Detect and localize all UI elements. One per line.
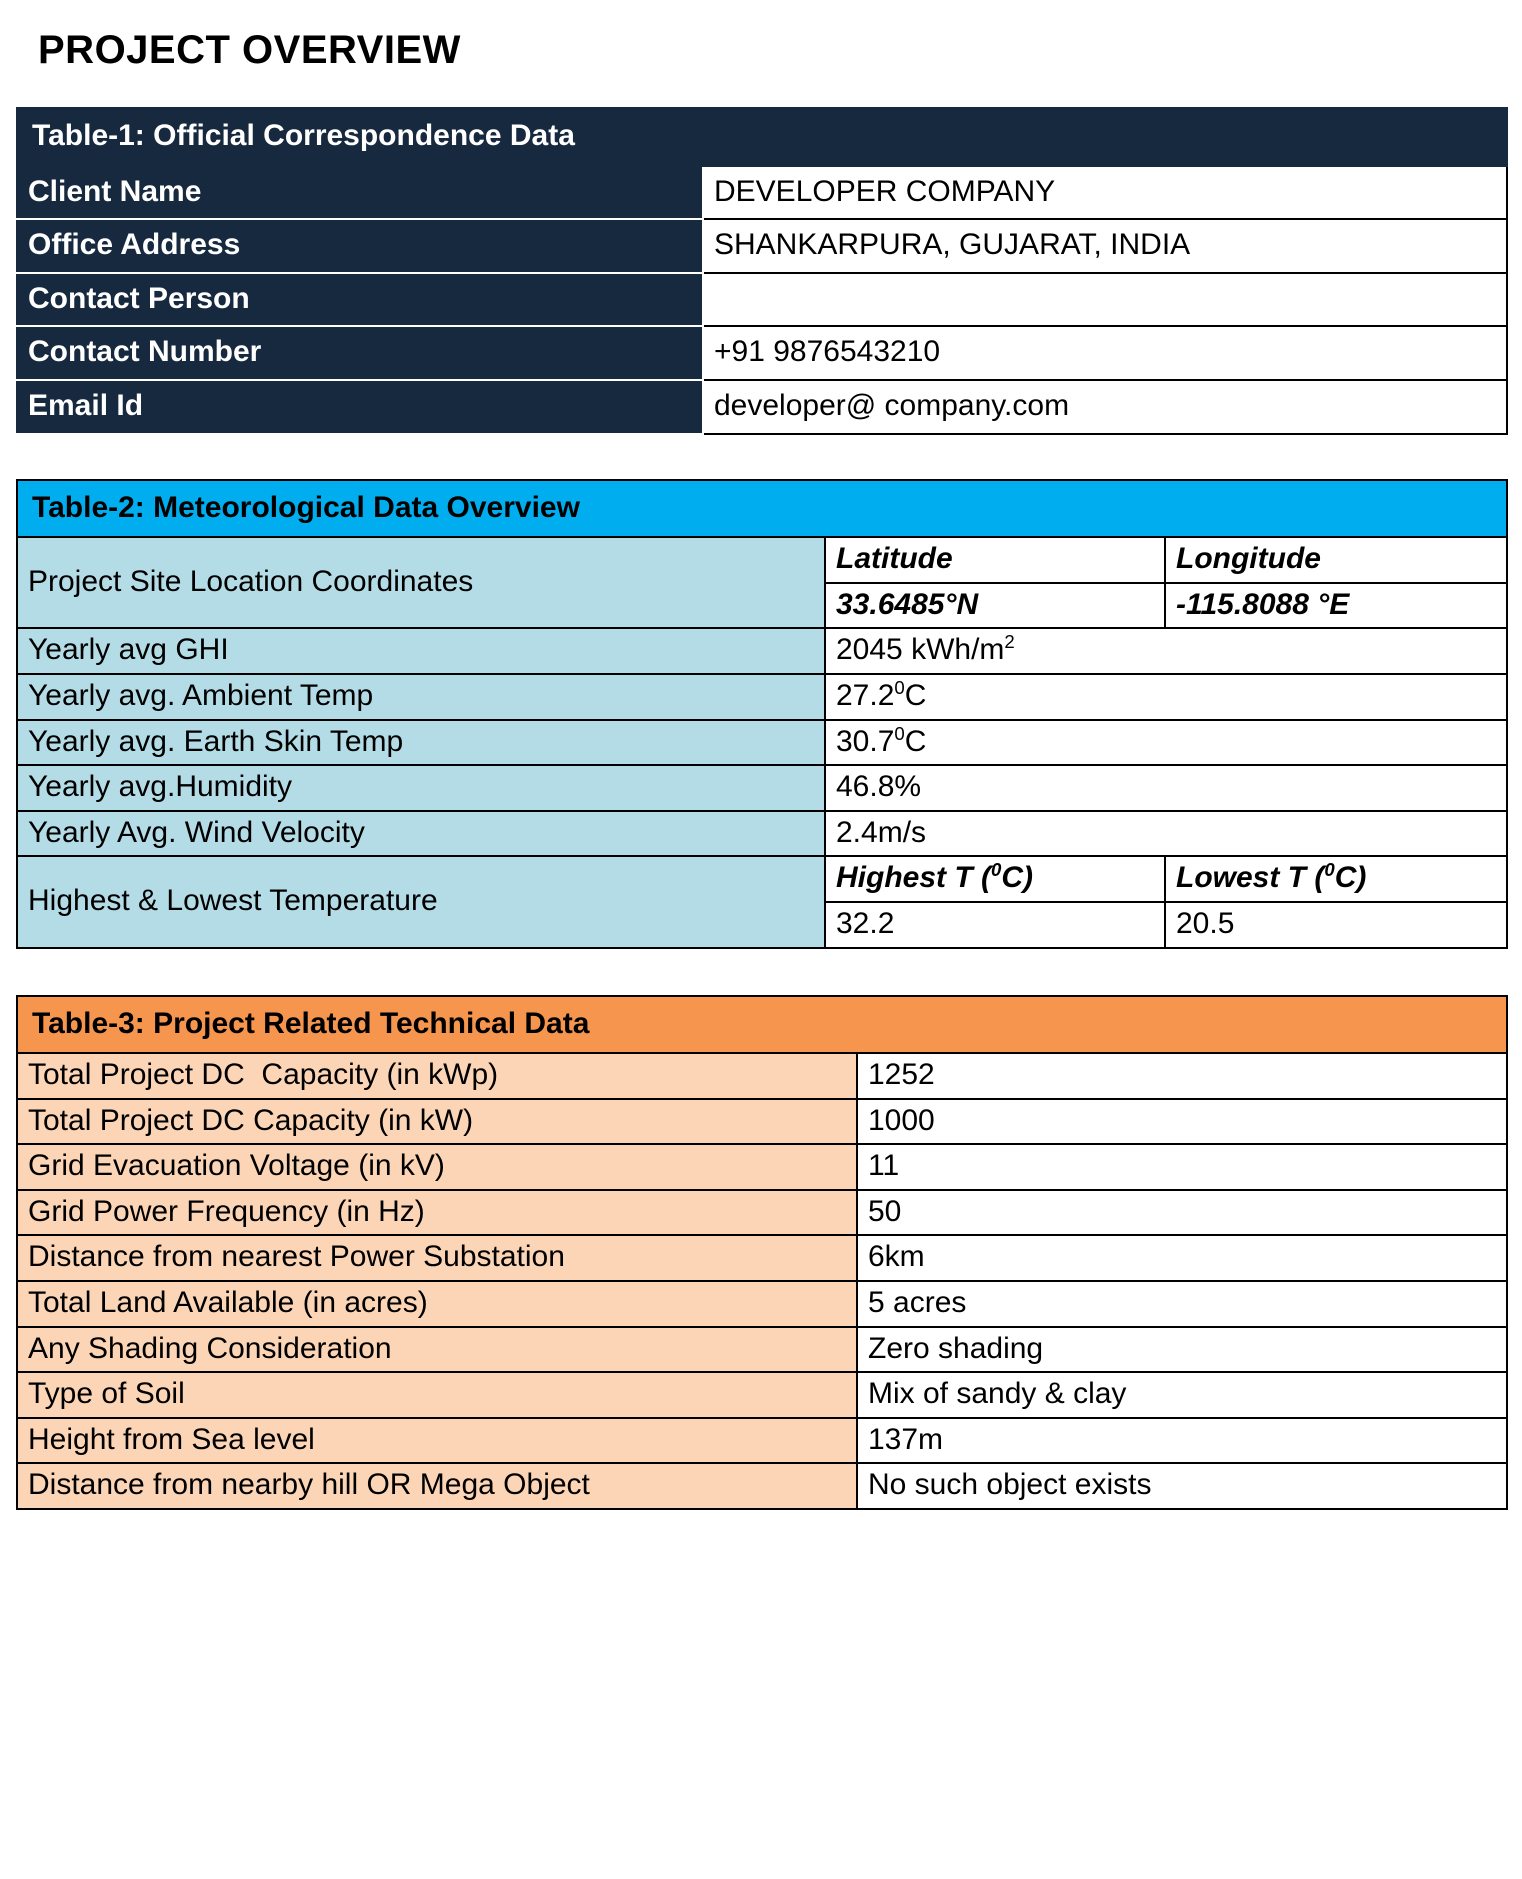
row-label-dc-capacity-kw: Total Project DC Capacity (in kW) bbox=[17, 1099, 857, 1145]
column-header-highest-temperature bbox=[825, 856, 1165, 902]
page-title: PROJECT OVERVIEW bbox=[38, 28, 461, 72]
row-value-grid-evacuation-voltage: 11 bbox=[857, 1144, 1507, 1190]
row-label-ambient-temp: Yearly avg. Ambient Temp bbox=[17, 674, 825, 720]
row-label-total-land-available: Total Land Available (in acres) bbox=[17, 1281, 857, 1327]
row-value-contact-person bbox=[703, 273, 1507, 327]
table-1-title-row bbox=[17, 108, 1507, 166]
table-row bbox=[17, 1418, 1507, 1464]
table-row bbox=[17, 628, 1507, 674]
table-1-body bbox=[17, 108, 1507, 434]
row-value-highest-temperature: 32.2 bbox=[825, 902, 1165, 948]
table-row bbox=[17, 380, 1507, 434]
document-page bbox=[0, 28, 1522, 1879]
row-label-contact-number: Contact Number bbox=[17, 326, 703, 380]
row-label-height-sea-level: Height from Sea level bbox=[17, 1418, 857, 1464]
table-row bbox=[17, 720, 1507, 766]
highest-header-post: C) bbox=[1001, 861, 1033, 895]
table-row bbox=[17, 811, 1507, 857]
table-row-coordinates-header bbox=[17, 537, 1507, 583]
row-label-yearly-avg-ghi: Yearly avg GHI bbox=[17, 628, 825, 674]
table-row bbox=[17, 1372, 1507, 1418]
table-row bbox=[17, 273, 1507, 327]
row-label-grid-evacuation-voltage: Grid Evacuation Voltage (in kV) bbox=[17, 1144, 857, 1190]
row-value-email-id: developer@ company.com bbox=[703, 380, 1507, 434]
row-value-latitude: 33.6485°N bbox=[825, 583, 1165, 629]
table-2-title-row bbox=[17, 480, 1507, 538]
row-value-distance-substation: 6km bbox=[857, 1235, 1507, 1281]
row-value-grid-power-frequency: 50 bbox=[857, 1190, 1507, 1236]
row-label-type-of-soil: Type of Soil bbox=[17, 1372, 857, 1418]
table-row bbox=[17, 166, 1507, 220]
table-3-title-row bbox=[17, 996, 1507, 1054]
earth-skin-temp-superscript: 0 bbox=[894, 722, 905, 744]
lowest-header-post: C) bbox=[1334, 861, 1367, 895]
highest-header-pre: Highest T ( bbox=[836, 861, 991, 895]
column-header-lowest-temperature bbox=[1165, 856, 1507, 902]
table-row bbox=[17, 1099, 1507, 1145]
earth-skin-temp-value: 30.7 bbox=[836, 724, 895, 758]
table-row bbox=[17, 1327, 1507, 1373]
earth-skin-temp-unit: C bbox=[904, 724, 927, 758]
row-label-humidity: Yearly avg.Humidity bbox=[17, 765, 825, 811]
table-2-title: Table-2: Meteorological Data Overview bbox=[17, 480, 1507, 538]
table-2-body bbox=[17, 480, 1507, 948]
row-value-dc-capacity-kwp: 1252 bbox=[857, 1053, 1507, 1099]
table-official-correspondence-data bbox=[16, 107, 1508, 435]
table-row bbox=[17, 1281, 1507, 1327]
row-value-contact-number: +91 9876543210 bbox=[703, 326, 1507, 380]
table-row bbox=[17, 765, 1507, 811]
row-value-humidity: 46.8% bbox=[825, 765, 1507, 811]
row-label-site-coordinates: Project Site Location Coordinates bbox=[17, 537, 825, 628]
table-row bbox=[17, 1190, 1507, 1236]
ambient-temp-value: 27.2 bbox=[836, 678, 895, 712]
table-row bbox=[17, 326, 1507, 380]
table-project-related-technical-data bbox=[16, 995, 1508, 1511]
row-label-earth-skin-temp: Yearly avg. Earth Skin Temp bbox=[17, 720, 825, 766]
row-value-lowest-temperature: 20.5 bbox=[1165, 902, 1507, 948]
row-label-dc-capacity-kwp: Total Project DC Capacity (in kWp) bbox=[17, 1053, 857, 1099]
row-value-shading-consideration: Zero shading bbox=[857, 1327, 1507, 1373]
row-value-client-name: DEVELOPER COMPANY bbox=[703, 166, 1507, 220]
row-value-dc-capacity-kw: 1000 bbox=[857, 1099, 1507, 1145]
table-row bbox=[17, 1235, 1507, 1281]
table-row bbox=[17, 1053, 1507, 1099]
ghi-value: 2045 kWh/m bbox=[836, 633, 1005, 667]
row-label-grid-power-frequency: Grid Power Frequency (in Hz) bbox=[17, 1190, 857, 1236]
row-value-yearly-avg-ghi bbox=[825, 628, 1507, 674]
row-label-email-id: Email Id bbox=[17, 380, 703, 434]
column-header-latitude: Latitude bbox=[825, 537, 1165, 583]
row-label-contact-person: Contact Person bbox=[17, 273, 703, 327]
row-value-office-address: SHANKARPURA, GUJARAT, INDIA bbox=[703, 219, 1507, 273]
table-1-title: Table-1: Official Correspondence Data bbox=[17, 108, 1507, 166]
lowest-header-superscript: 0 bbox=[1324, 859, 1335, 881]
ghi-superscript: 2 bbox=[1004, 631, 1015, 653]
table-row-temperature-header bbox=[17, 856, 1507, 902]
row-label-distance-substation: Distance from nearest Power Substation bbox=[17, 1235, 857, 1281]
table-row bbox=[17, 674, 1507, 720]
row-value-ambient-temp bbox=[825, 674, 1507, 720]
row-value-longitude: -115.8088 °E bbox=[1165, 583, 1507, 629]
row-label-wind-velocity: Yearly Avg. Wind Velocity bbox=[17, 811, 825, 857]
row-label-client-name: Client Name bbox=[17, 166, 703, 220]
row-label-distance-hill-mega-object: Distance from nearby hill OR Mega Object bbox=[17, 1463, 857, 1509]
lowest-header-pre: Lowest T ( bbox=[1176, 861, 1325, 895]
row-value-type-of-soil: Mix of sandy & clay bbox=[857, 1372, 1507, 1418]
table-row bbox=[17, 1144, 1507, 1190]
row-value-height-sea-level: 137m bbox=[857, 1418, 1507, 1464]
column-header-longitude: Longitude bbox=[1165, 537, 1507, 583]
highest-header-superscript: 0 bbox=[991, 859, 1002, 881]
row-value-distance-hill-mega-object: No such object exists bbox=[857, 1463, 1507, 1509]
row-value-wind-velocity: 2.4m/s bbox=[825, 811, 1507, 857]
table-row bbox=[17, 1463, 1507, 1509]
row-label-highest-lowest-temperature: Highest & Lowest Temperature bbox=[17, 856, 825, 947]
row-value-total-land-available: 5 acres bbox=[857, 1281, 1507, 1327]
table-row bbox=[17, 219, 1507, 273]
row-label-shading-consideration: Any Shading Consideration bbox=[17, 1327, 857, 1373]
row-value-earth-skin-temp bbox=[825, 720, 1507, 766]
ambient-temp-superscript: 0 bbox=[894, 676, 905, 698]
row-label-office-address: Office Address bbox=[17, 219, 703, 273]
table-meteorological-data-overview bbox=[16, 479, 1508, 949]
table-3-body bbox=[17, 996, 1507, 1510]
table-3-title: Table-3: Project Related Technical Data bbox=[17, 996, 1507, 1054]
ambient-temp-unit: C bbox=[904, 678, 927, 712]
